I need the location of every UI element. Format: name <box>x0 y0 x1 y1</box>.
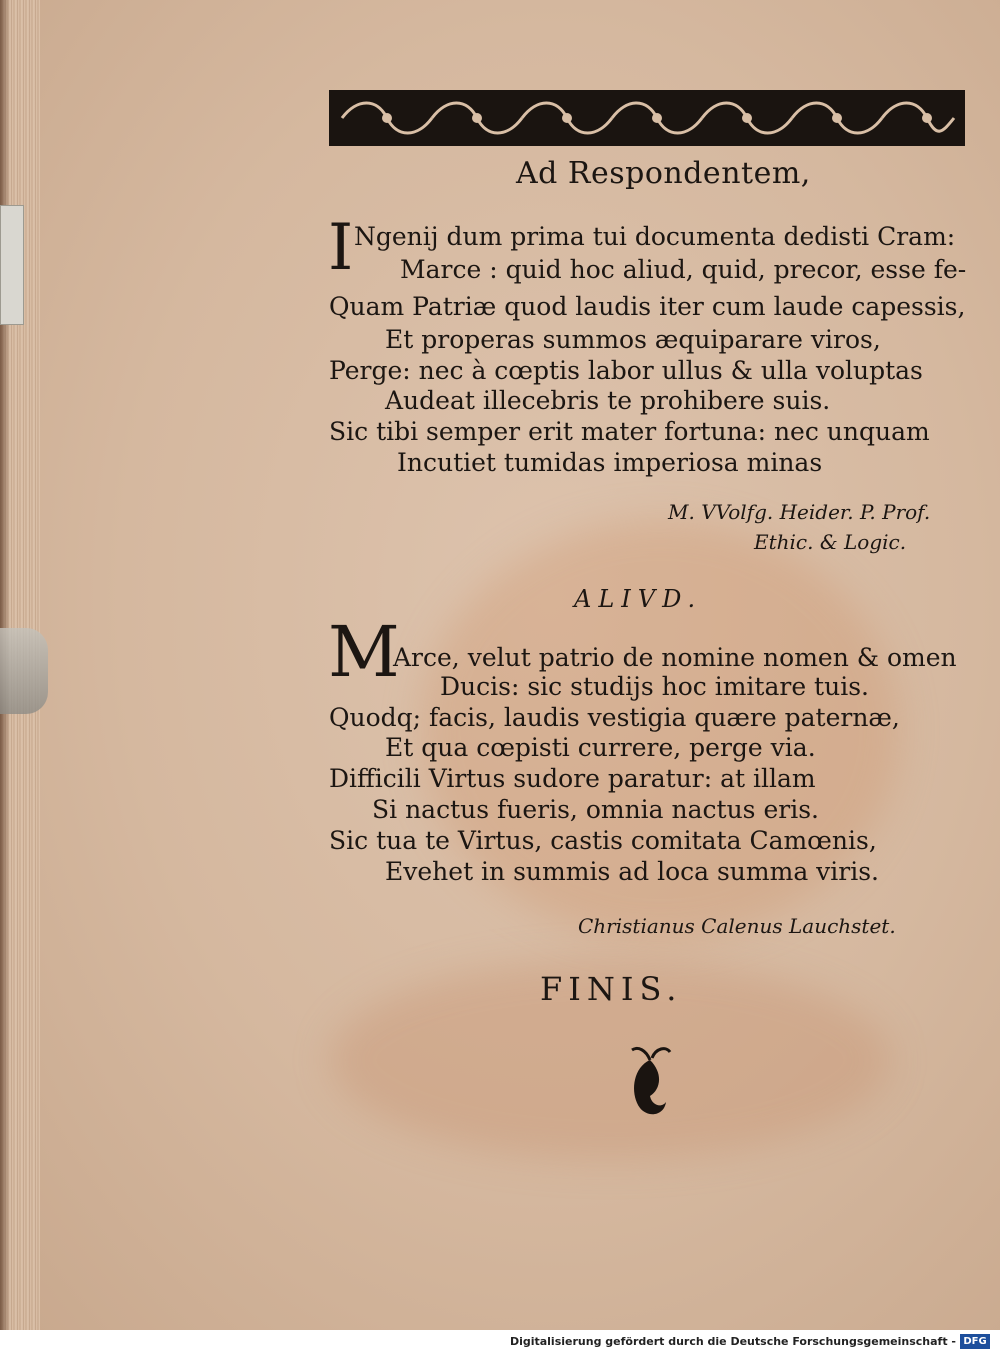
verse-line: Sic tibi semper erit mater fortuna: nec unquam <box>329 417 930 446</box>
verse-line: Quodq; facis, laudis vestigia quære paternæ, <box>329 703 900 732</box>
signature: M. VVolfg. Heider. P. Prof. <box>668 500 931 524</box>
footer <box>0 1330 1000 1354</box>
verse-line: Quam Patriæ quod laudis iter cum laude capessis, <box>329 292 966 321</box>
verse-line: Evehet in summis ad loca summa viris. <box>385 857 880 886</box>
verse-line: Difficili Virtus sudore paratur: at illam <box>329 764 816 793</box>
verse-line: Si nactus fueris, omnia nactus eris. <box>372 795 819 824</box>
ornament-band-icon <box>329 90 965 146</box>
verse-line: Arce, velut patrio de nomine nomen & omen <box>393 643 957 672</box>
verse-line: Sic tua te Virtus, castis comitata Camœnis, <box>329 826 877 855</box>
verse-line: Incutiet tumidas imperiosa minas <box>397 448 823 477</box>
subheading: ALIVD. <box>574 585 703 613</box>
verse-line: Et qua cœpisti currere, perge via. <box>385 733 816 762</box>
credit-text: Digitalisierung gefördert durch die Deutsche Forschungsgemeinschaft - <box>509 1335 956 1348</box>
closing-word: FINIS. <box>540 970 683 1008</box>
verse-line: Marce : quid hoc aliud, quid, precor, esse fe- <box>400 255 967 284</box>
verse-line: Ducis: sic studijs hoc imitare tuis. <box>440 672 869 701</box>
leaf-ornament-icon <box>620 1040 680 1120</box>
dropcap: I <box>328 211 354 285</box>
verse-line: Audeat illecebris te prohibere suis. <box>385 386 831 415</box>
signature: Ethic. & Logic. <box>754 530 907 554</box>
dropcap: M <box>328 611 400 693</box>
page-heading: Ad Respondentem, <box>516 156 811 191</box>
verse-line: Perge: nec à cœptis labor ullus & ulla voluptas <box>329 356 923 385</box>
verse-line: Et properas summos æquiparare viros, <box>385 325 881 354</box>
signature: Christianus Calenus Lauchstet. <box>578 914 896 938</box>
binding-clip <box>0 628 48 714</box>
paper-tab <box>0 205 24 325</box>
dfg-logo: DFG <box>960 1334 990 1349</box>
verse-line: Ngenij dum prima tui documenta dedisti Cram: <box>354 222 956 251</box>
